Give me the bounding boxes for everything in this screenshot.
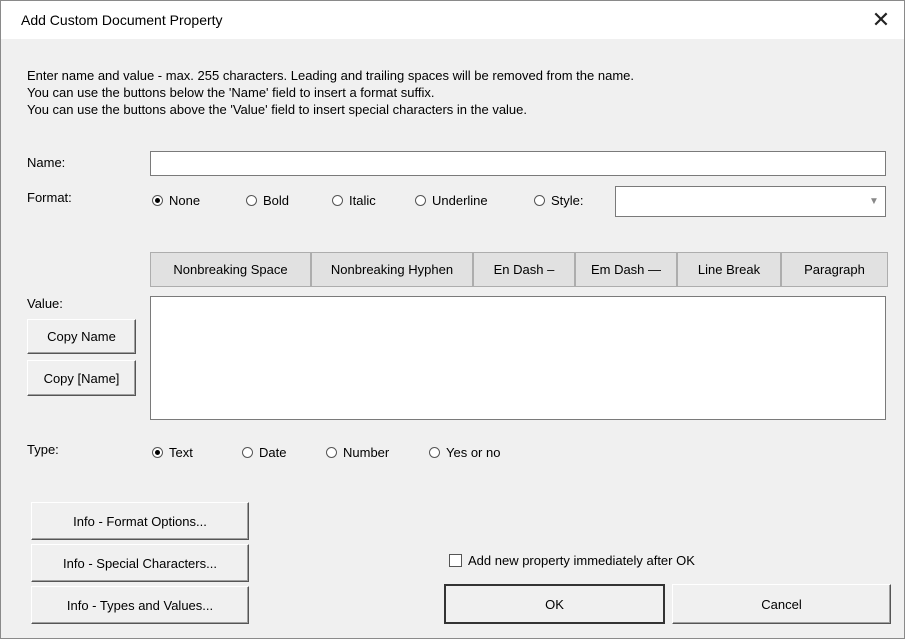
radio-icon bbox=[332, 195, 343, 206]
radio-icon bbox=[246, 195, 257, 206]
title-bar bbox=[1, 1, 904, 39]
format-radio-none[interactable]: None bbox=[152, 193, 200, 208]
chevron-down-icon: ▼ bbox=[869, 196, 879, 207]
type-radio-date[interactable]: Date bbox=[242, 445, 286, 460]
format-radio-bold[interactable]: Bold bbox=[246, 193, 289, 208]
intro-text bbox=[27, 67, 634, 118]
radio-icon bbox=[415, 195, 426, 206]
intro-line-1: Enter name and value - max. 255 characters. Leading and trailing spaces will be removed from the name. bbox=[27, 68, 634, 83]
name-label: Name: bbox=[27, 155, 66, 170]
en-dash-button[interactable]: En Dash – bbox=[473, 252, 575, 287]
em-dash-button[interactable]: Em Dash — bbox=[575, 252, 677, 287]
type-radio-yes-or-no[interactable]: Yes or no bbox=[429, 445, 500, 460]
value-label: Value: bbox=[27, 296, 63, 311]
window-title: Add Custom Document Property bbox=[21, 12, 223, 28]
ok-button[interactable]: OK bbox=[444, 584, 665, 624]
radio-icon bbox=[326, 447, 337, 458]
radio-icon bbox=[242, 447, 253, 458]
info-types-values-button[interactable]: Info - Types and Values... bbox=[31, 586, 249, 624]
line-break-button[interactable]: Line Break bbox=[677, 252, 781, 287]
format-label: Format: bbox=[27, 190, 72, 205]
value-textarea[interactable] bbox=[150, 296, 886, 420]
close-icon[interactable]: ✕ bbox=[871, 7, 891, 32]
radio-selected-icon bbox=[152, 447, 163, 458]
format-radio-underline[interactable]: Underline bbox=[415, 193, 488, 208]
radio-icon bbox=[534, 195, 545, 206]
type-label: Type: bbox=[27, 442, 59, 457]
intro-line-3: You can use the buttons above the 'Value' field to insert special characters in the value. bbox=[27, 102, 528, 117]
radio-icon bbox=[429, 447, 440, 458]
cancel-button[interactable]: Cancel bbox=[672, 584, 891, 624]
style-dropdown[interactable] bbox=[615, 186, 886, 217]
copy-name-brackets-button[interactable]: Copy [Name] bbox=[27, 360, 136, 396]
nonbreaking-hyphen-button[interactable]: Nonbreaking Hyphen bbox=[311, 252, 473, 287]
info-format-options-button[interactable]: Info - Format Options... bbox=[31, 502, 249, 540]
name-input[interactable] bbox=[150, 151, 886, 176]
type-radio-number[interactable]: Number bbox=[326, 445, 389, 460]
radio-selected-icon bbox=[152, 195, 163, 206]
nonbreaking-space-button[interactable]: Nonbreaking Space bbox=[150, 252, 311, 287]
type-radio-text[interactable]: Text bbox=[152, 445, 193, 460]
format-radio-italic[interactable]: Italic bbox=[332, 193, 376, 208]
copy-name-button[interactable]: Copy Name bbox=[27, 319, 136, 354]
paragraph-button[interactable]: Paragraph bbox=[781, 252, 888, 287]
checkbox-icon bbox=[449, 554, 462, 567]
add-immediately-checkbox[interactable]: Add new property immediately after OK bbox=[449, 553, 695, 568]
format-radio-style[interactable]: Style: bbox=[534, 193, 584, 208]
info-special-characters-button[interactable]: Info - Special Characters... bbox=[31, 544, 249, 582]
intro-line-2: You can use the buttons below the 'Name' field to insert a format suffix. bbox=[27, 85, 435, 100]
